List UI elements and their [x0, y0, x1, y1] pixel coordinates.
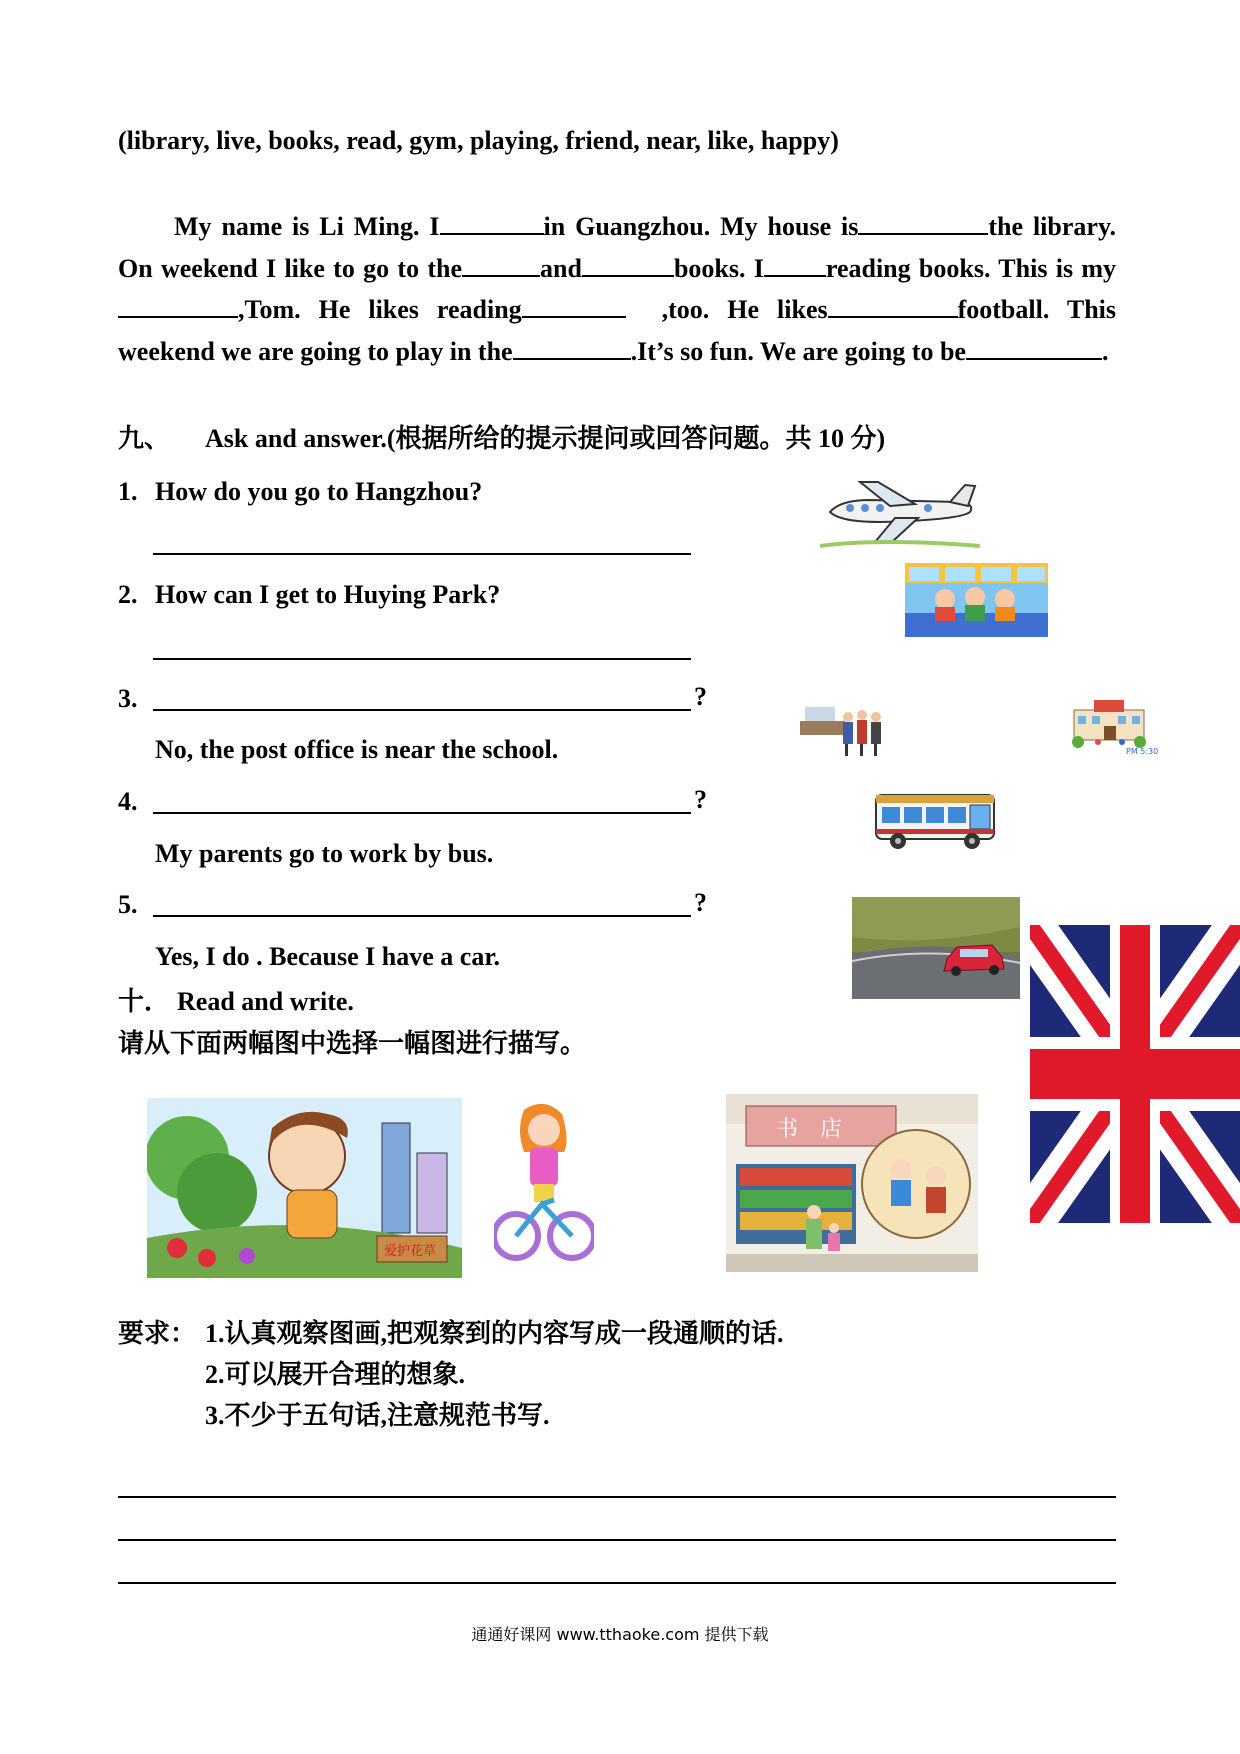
q3-question-line[interactable]: [153, 709, 691, 711]
passage-text: .: [1101, 336, 1109, 366]
passage-text: football. This weekend we are going to play in the: [118, 295, 1116, 366]
blank-6[interactable]: [118, 294, 238, 318]
union-jack-flag: [1030, 925, 1240, 1223]
passage-text: ,Tom. He likes reading: [238, 295, 522, 324]
q4-question-line[interactable]: [153, 812, 691, 814]
blank-4[interactable]: [582, 253, 674, 277]
q3-answer: No, the post office is near the school.: [155, 735, 559, 764]
footer-credit: 通通好课网 www.tthaoke.com 提供下载: [471, 1625, 769, 1644]
girl-bicycle-picture: [494, 1100, 594, 1268]
passage-text: reading books. This is my: [825, 253, 1117, 283]
blank-8[interactable]: [828, 294, 958, 318]
writing-line[interactable]: [118, 1582, 1116, 1584]
requirement-1: 1.认真观察图画,把观察到的内容写成一段通顺的话.: [205, 1319, 784, 1348]
cloze-passage: [118, 206, 1116, 372]
q1-answer-line[interactable]: [153, 553, 691, 555]
passage-text: in Guangzhou. My house is: [543, 212, 859, 241]
clock-text: PM 5:30: [1126, 747, 1159, 756]
section-10-title: Read and write.: [177, 987, 354, 1016]
requirements-label: 要求：: [118, 1319, 197, 1348]
word-bank: (library, live, books, read, gym, playing, friend, near, like, happy): [118, 126, 839, 155]
requirement-2: 2.可以展开合理的想象.: [205, 1360, 466, 1389]
post-office-picture: [800, 703, 885, 758]
q2-answer-line[interactable]: [153, 658, 691, 660]
girl-park-picture: [147, 1098, 462, 1278]
passage-text: My name is Li Ming. I: [174, 212, 440, 241]
writing-line[interactable]: [118, 1496, 1116, 1498]
section-9-number: 九、: [118, 424, 171, 453]
section-10-number: 十．: [118, 987, 171, 1016]
q4-number: 4.: [118, 787, 138, 816]
q5-question-mark: ?: [694, 888, 707, 917]
blank-9[interactable]: [513, 336, 631, 360]
flower-sign-text: 爱护花草: [384, 1244, 437, 1259]
blank-2[interactable]: [858, 211, 988, 235]
blank-3[interactable]: [462, 253, 540, 277]
q4-question-mark: ?: [694, 785, 707, 814]
q4-answer: My parents go to work by bus.: [155, 839, 494, 868]
requirement-3: 3.不少于五句话,注意规范书写.: [205, 1401, 550, 1430]
q2-text: How can I get to Huying Park?: [155, 580, 501, 609]
blank-1[interactable]: [440, 211, 544, 235]
writing-line[interactable]: [118, 1539, 1116, 1541]
q5-number: 5.: [118, 890, 138, 919]
q1-text: How do you go to Hangzhou?: [155, 477, 483, 506]
bus-interior-picture: [905, 563, 1048, 637]
bus-picture: [872, 789, 1000, 853]
passage-text: ,too. He likes: [661, 295, 828, 324]
airplane-picture: [820, 480, 980, 550]
blank-7[interactable]: [522, 294, 626, 318]
passage-text: books. I: [673, 253, 764, 283]
bookstore-picture: [726, 1094, 978, 1272]
car-photo: [852, 897, 1020, 999]
section-9-title: Ask and answer.(根据所给的提示提问或回答问题。共 10 分): [205, 424, 886, 453]
q3-question-mark: ?: [694, 682, 707, 711]
passage-text: .It’s so fun. We are going to be: [630, 336, 966, 366]
blank-5[interactable]: [764, 253, 826, 277]
section-10-instruction: 请从下面两幅图中选择一幅图进行描写。: [118, 1029, 587, 1058]
passage-text: the library. On weekend I like to go to the: [118, 212, 1117, 283]
q5-question-line[interactable]: [153, 915, 691, 917]
blank-10[interactable]: [966, 336, 1102, 360]
bookstore-sign-text: 书 店: [776, 1117, 843, 1142]
q1-number: 1.: [118, 477, 138, 506]
passage-text: and: [540, 253, 582, 283]
q2-number: 2.: [118, 580, 138, 609]
q5-answer: Yes, I do . Because I have a car.: [155, 942, 500, 971]
school-picture: [1064, 696, 1169, 756]
q3-number: 3.: [118, 684, 138, 713]
